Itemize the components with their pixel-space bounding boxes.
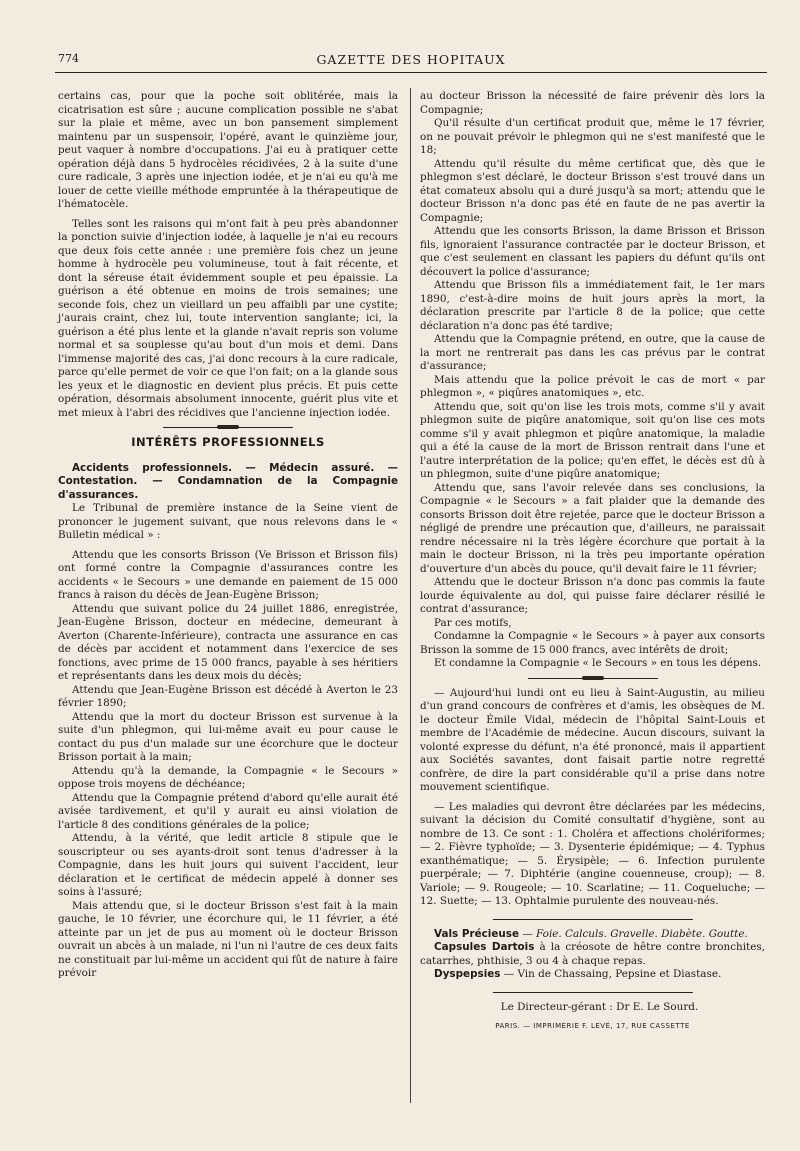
paragraph: — Les maladies qui devront être déclarées par les médecins, suivant la décision du Comité consultatif d'hygiène, sont au nombre de 13. Ce sont : 1. Choléra et affections cholériformes; — 2. Fièvre typhoïde; — 3. Dysenterie épidémique; — 4. Typhus exanthématique; — 5. Érysipèle; — 6. Infection purulente puerpérale; — 7. Diphtérie (angine couenneuse, croup); — 8. Variole; — 9. Rougeole; — 10. Scarlatine; — 11. Coqueluche; — 12. Suette; — 13. Ophtalmie purulente des nouveau-nés.: [420, 800, 765, 907]
article-subhead: Accidents professionnels. — Médecin assuré. — Contestation. — Condamnation de la Compagnie d'assurances.: [58, 461, 398, 501]
ad-name: Vals Précieuse: [434, 927, 520, 940]
paragraph: Attendu que la Compagnie prétend d'abord qu'elle aurait été avisée tardivement, et qu'il y aurait eu ainsi violation de l'article 8 des conditions générales de la police;: [58, 791, 398, 831]
printer-imprint: PARIS. — IMPRIMERIE F. LEVÉ, 17, RUE CASSETTE: [495, 1022, 690, 1030]
ad-text: à la créosote de hêtre contre bronchites, catarrhes, phthisie, 3 ou 4 à chaque repas.: [420, 941, 765, 967]
page-number: 774: [58, 52, 79, 65]
paragraph: Attendu que, soit qu'on lise les trois mots, comme s'il y avait phlegmon suite de piqûre anatomique, soit qu'on lise ces mots comme s'il y avait phlegmon et piqûre anatomique, la maladie qui a été la cause de la mort de Brisson rentrait dans l'une et l'autre interprétation de la police; qu'en effet, le décès est dû à un phlegmon, suite d'une piqûre anatomique;: [420, 400, 765, 480]
left-column: [58, 90, 398, 981]
advertisement: [420, 941, 765, 968]
paragraph: Attendu qu'il résulte du même certificat que, dès que le phlegmon s'est déclaré, le docteur Brisson s'est trouvé dans un état comateux absolu qui a duré jusqu'à sa mort; attendu que le docteur Brisson n'a donc pas été en faute de ne pas avertir la Compagnie;: [420, 157, 765, 224]
separator-line: [493, 919, 693, 920]
paragraph: Attendu que Brisson fils a immédiatement fait, le 1er mars 1890, c'est-à-dire moins de huit jours après la mort, la déclaration prescrite par l'article 8 de la police; que cette déclaration n'a donc pas été tardive;: [420, 279, 765, 332]
paragraph: Attendu que le docteur Brisson n'a donc pas commis la faute lourde équivalente au dol, qui puisse faire déclarer résilié le contrat d'assurance;: [420, 576, 765, 615]
separator-ornament: [528, 678, 658, 680]
separator-line: [493, 992, 693, 993]
paragraph: Attendu que suivant police du 24 juillet 1886, enregistrée, Jean-Eugène Brisson, docteur en médecine, demeurant à Averton (Charente-Inférieure), contracta une assurance en cas de décès par accident et notamment dans l'exercice de ses fonctions, avec prime de 15 000 francs, payable à ses héritiers et représentants dans les deux mois du décès;: [58, 602, 398, 682]
running-title: GAZETTE DES HOPITAUX: [316, 52, 506, 67]
ad-name: Capsules Dartois: [434, 941, 535, 953]
paragraph: Qu'il résulte d'un certificat produit que, même le 17 février, on ne pouvait prévoir le phlegmon qui ne s'est manifesté que le 18;: [420, 117, 765, 156]
paragraph: Attendu, à la vérité, que ledit article 8 stipule que le souscripteur ou ses ayants-droit sont tenus d'adresser à la Compagnie, dans les huit jours qui suivent l'accident, leur déclaration et le certificat de médecin appelé à donner ses soins à l'assuré;: [58, 832, 398, 898]
paragraph: Par ces motifs,: [434, 616, 512, 629]
paragraph: Telles sont les raisons qui m'ont fait à peu près abandonner la ponction suivie d'injection iodée, à laquelle je n'ai eu recours que deux fois cette année : une première fois chez un jeune homme à hydrocèle peu volumineuse, tout à fait récente, et dont la séreuse était évidemment souple et peu épaissie. La guérison a été obtenue en moins de trois semaines; une seconde fois, chez un vieillard un peu affaibli par une cystite; j'aurais craint, chez lui, toute intervention sanglante; ici, la guérison a été plus lente et la glande n'avait repris son volume normal et sa souplesse qu'au bout d'un mois et demi. Dans l'immense majorité des cas, j'ai donc recours à la cure radicale, parce qu'elle permet de voir ce que l'on fait; on a la glande sous les yeux et le diagnostic en devient plus précis. Et puis cette opération, désormais absolument innocente, guérit plus vite et met mieux à l'abri des récidives que l'ancienne injection iodée.: [58, 217, 398, 419]
paragraph: au docteur Brisson la nécessité de faire prévenir dès lors la Compagnie;: [420, 90, 765, 116]
paragraph: Mais attendu que la police prévoit le cas de mort « par phlegmon », « piqûres anatomiques », etc.: [420, 373, 765, 399]
paragraph: Attendu que la mort du docteur Brisson est survenue à la suite d'un phlegmon, qui lui-même avait eu pour cause le contact du pus d'un malade sur une écorchure que le docteur Brisson portait à la main;: [58, 710, 398, 763]
paragraph: Attendu que, sans l'avoir relevée dans ses conclusions, la Compagnie « le Secours » a fait plaider que la demande des consorts Brisson doit être rejetée, parce que le docteur Brisson a négligé de prendre une précaution que, d'ailleurs, ne paraissait rendre nécessaire ni la très légère écorchure que portait à la main le docteur Brisson, ni la très peu importante opération d'ouverture d'un abcès du pouce, qu'il devait faire le 11 février;: [420, 481, 765, 575]
page-header: [55, 50, 767, 73]
paragraph: Le Tribunal de première instance de la Seine vient de prononcer le jugement suivant, que nous relevons dans le « Bulletin médical » :: [58, 502, 398, 541]
signature: Le Directeur-gérant : Dr E. Le Sourd.: [500, 1000, 699, 1013]
paragraph: — Aujourd'hui lundi ont eu lieu à Saint-Augustin, au milieu d'un grand concours de confrères et d'amis, les obsèques de M. le docteur Émile Vidal, médecin de l'hôpital Saint-Louis et membre de l'Académie de médecine. Aucun discours, suivant la volonté expresse du défunt, n'a été prononcé, mais il appartient aux Sociétés savantes, dont faisait partie notre regretté confrère, de dire la part considérable qu'il a prise dans notre mouvement scientifique.: [420, 686, 765, 793]
advertisement: [420, 928, 765, 942]
paragraph: Attendu que les consorts Brisson (Ve Brisson et Brisson fils) ont formé contre la Compagnie d'assurances contre les accidents « le Secours » une demande en paiement de 15 000 francs à raison du décès de Jean-Eugène Brisson;: [58, 548, 398, 601]
ad-text: — Foie. Calculs. Gravelle. Diabète. Goutte.: [519, 927, 748, 940]
paragraph: Attendu que les consorts Brisson, la dame Brisson et Brisson fils, ignoraient l'assurance contractée par le docteur Brisson, et que c'est seulement en classant les papiers du défunt qu'ils ont découvert la police d'assurance;: [420, 225, 765, 278]
paragraph: Condamne la Compagnie « le Secours » à payer aux consorts Brisson la somme de 15 000 francs, avec intérêts de droit;: [420, 630, 765, 656]
ad-text: — Vin de Chassaing, Pepsine et Diastase.: [500, 968, 722, 980]
paragraph: Et condamne la Compagnie « le Secours » en tous les dépens.: [434, 657, 762, 669]
separator-ornament: [163, 427, 293, 429]
right-column: [420, 90, 765, 1034]
paragraph: Mais attendu que, si le docteur Brisson s'est fait à la main gauche, le 10 février, une écorchure qui, le 11 février, a été atteinte par un jet de pus au moment où le docteur Brisson ouvrait un abcès à un malade, ni l'un ni l'autre de ces deux faits ne constituait par lui-même un accident qui fût de nature à faire prévoir: [58, 899, 398, 979]
ad-name: Dyspepsies: [434, 968, 501, 980]
paragraph: Attendu que Jean-Eugène Brisson est décédé à Averton le 23 février 1890;: [58, 683, 398, 709]
paragraph: Attendu que la Compagnie prétend, en outre, que la cause de la mort ne rentrerait pas dans les cas prévus par le contrat d'assurance;: [420, 333, 765, 372]
column-rule: [410, 88, 411, 1103]
advertisement: [420, 968, 765, 982]
section-title: INTÉRÊTS PROFESSIONNELS: [131, 435, 325, 449]
paragraph: Attendu qu'à la demande, la Compagnie « le Secours » oppose trois moyens de déchéance;: [58, 764, 398, 790]
paragraph: certains cas, pour que la poche soit oblitérée, mais la cicatrisation est sûre ; aucune complication possible ne s'abat sur la plaie et même, avec un bon pansement simplement maintenu par un suspensoir, l'opéré, avant le quinzième jour, peut vaquer à nombre d'occupations. J'ai eu à pratiquer cette opération déjà dans 5 hydrocèles récidivées, 2 à la suite d'une cure radicale, 3 après une injection iodée, et je n'ai eu qu'à me louer de cette vieille méthode empruntée à la thérapeutique de l'hématocèle.: [58, 90, 398, 210]
